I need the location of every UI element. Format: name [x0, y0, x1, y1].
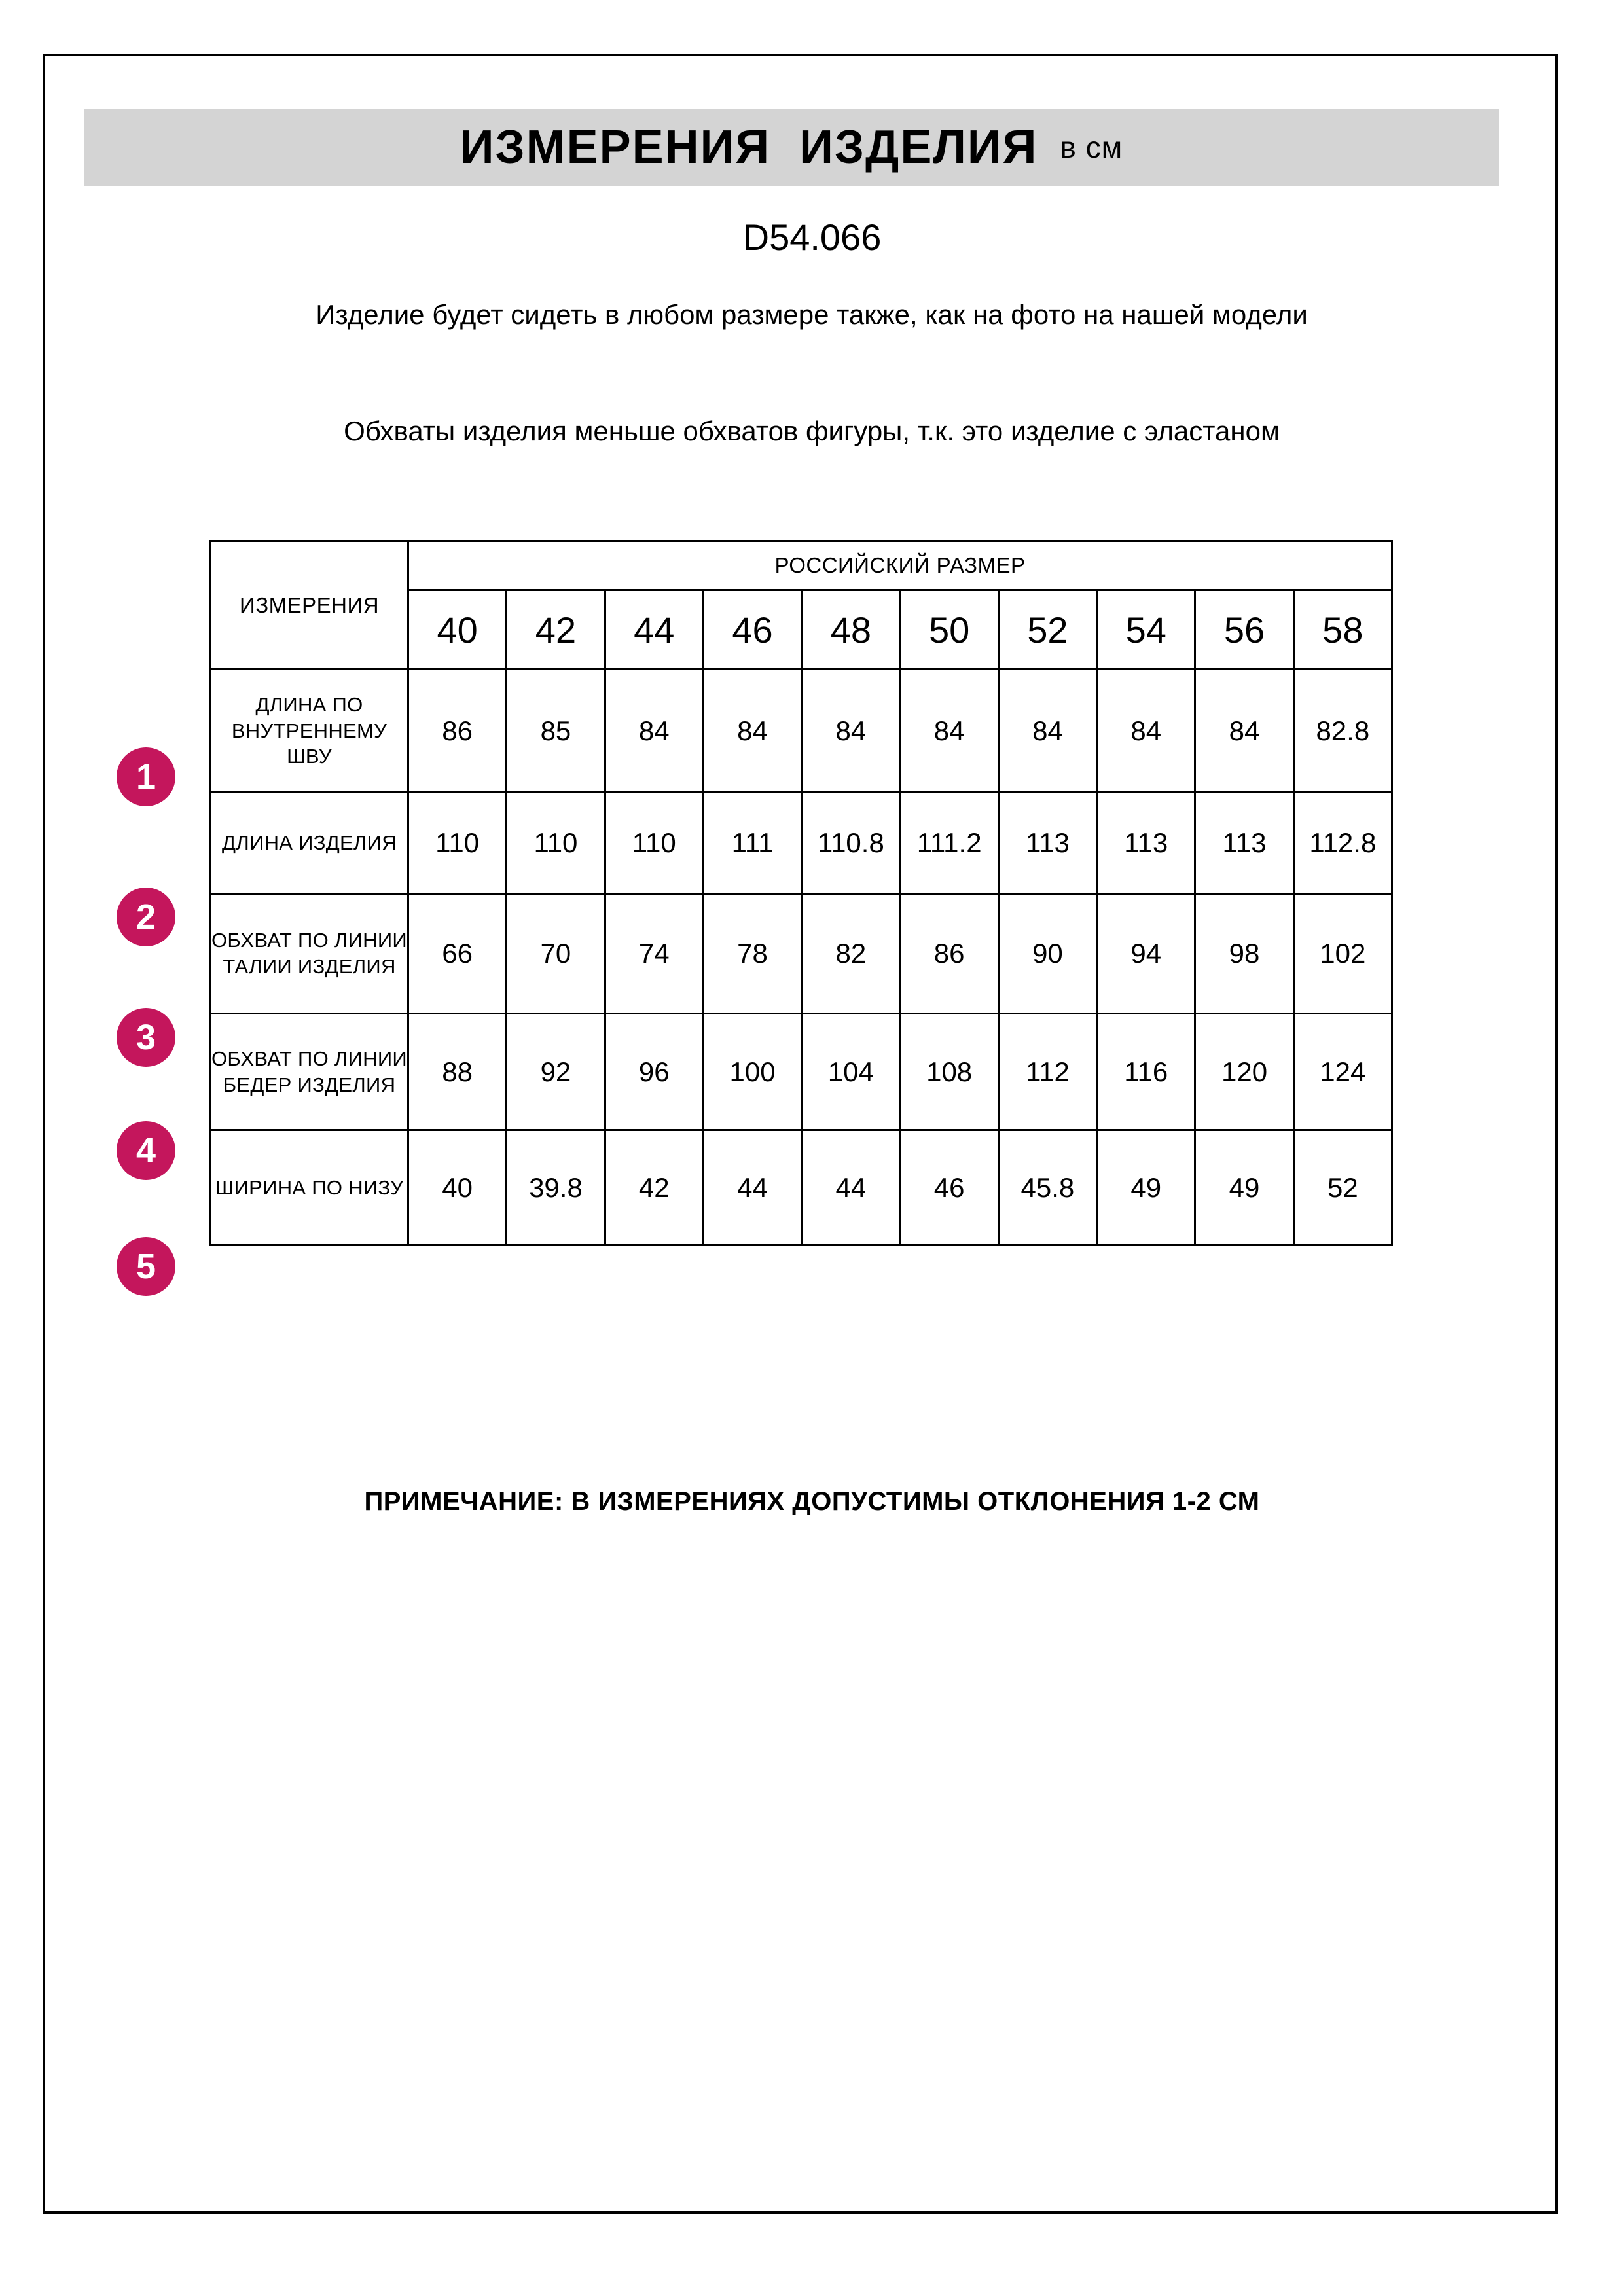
table-cell: 111.2	[900, 793, 998, 894]
table-cell: 45.8	[998, 1130, 1096, 1246]
table-cell: 112	[998, 1014, 1096, 1130]
size-header-cell: 40	[408, 590, 507, 670]
table-cell: 44	[802, 1130, 900, 1246]
size-header-cell: 44	[605, 590, 703, 670]
product-code: D54.066	[742, 217, 882, 258]
table-cell: 82.8	[1293, 670, 1392, 793]
intro-paragraph-2: Обхваты изделия меньше обхватов фигуры, т.к. это изделие с эластаном	[344, 416, 1280, 446]
table-cell: 90	[998, 894, 1096, 1014]
table-cell: 84	[1097, 670, 1195, 793]
size-header-cell: 58	[1293, 590, 1392, 670]
table-cell: 120	[1195, 1014, 1293, 1130]
row-badge-1: 1	[117, 747, 175, 806]
table-cell: 82	[802, 894, 900, 1014]
table-cell: 46	[900, 1130, 998, 1246]
table-cell: 110	[507, 793, 605, 894]
table-row	[211, 1130, 1392, 1246]
table-cell: 110	[408, 793, 507, 894]
title-band	[84, 109, 1499, 186]
size-header-cell: 42	[507, 590, 605, 670]
size-header-cell: 46	[703, 590, 801, 670]
row-label: ДЛИНА ИЗДЕЛИЯ	[211, 793, 408, 894]
table-cell: 84	[703, 670, 801, 793]
table-cell: 86	[900, 894, 998, 1014]
size-header-cell: 52	[998, 590, 1096, 670]
table-cell: 86	[408, 670, 507, 793]
table-cell: 49	[1195, 1130, 1293, 1246]
table-cell: 84	[998, 670, 1096, 793]
size-header-cell: 48	[802, 590, 900, 670]
table-cell: 94	[1097, 894, 1195, 1014]
table-cell: 102	[1293, 894, 1392, 1014]
table-row	[211, 793, 1392, 894]
table-cell: 70	[507, 894, 605, 1014]
table-cell: 42	[605, 1130, 703, 1246]
row-label: ОБХВАТ ПО ЛИНИИ БЕДЕР ИЗДЕЛИЯ	[211, 1014, 408, 1130]
row-badge-3: 3	[117, 1008, 175, 1067]
table-cell: 108	[900, 1014, 998, 1130]
table-cell: 88	[408, 1014, 507, 1130]
row-badge-4: 4	[117, 1121, 175, 1180]
table-cell: 66	[408, 894, 507, 1014]
table-cell: 110.8	[802, 793, 900, 894]
size-group-header: РОССИЙСКИЙ РАЗМЕР	[408, 541, 1392, 590]
table-cell: 110	[605, 793, 703, 894]
table-cell: 116	[1097, 1014, 1195, 1130]
table-cell: 92	[507, 1014, 605, 1130]
row-label: ОБХВАТ ПО ЛИНИИ ТАЛИИ ИЗДЕЛИЯ	[211, 894, 408, 1014]
table-cell: 44	[703, 1130, 801, 1246]
table-cell: 100	[703, 1014, 801, 1130]
table-cell: 113	[1097, 793, 1195, 894]
table-cell: 113	[998, 793, 1096, 894]
row-label: ШИРИНА ПО НИЗУ	[211, 1130, 408, 1246]
footer-note: ПРИМЕЧАНИЕ: В ИЗМЕРЕНИЯХ ДОПУСТИМЫ ОТКЛОНЕНИЯ 1-2 СМ	[364, 1487, 1260, 1516]
table-cell: 96	[605, 1014, 703, 1130]
page-title: ИЗМЕРЕНИЯ ИЗДЕЛИЯ	[460, 121, 1038, 173]
table-header-group-row	[211, 541, 1392, 590]
table-cell: 98	[1195, 894, 1293, 1014]
size-header-cell: 56	[1195, 590, 1293, 670]
table-cell: 49	[1097, 1130, 1195, 1246]
size-header-cell: 50	[900, 590, 998, 670]
measure-column-header: ИЗМЕРЕНИЯ	[211, 541, 408, 670]
table-cell: 52	[1293, 1130, 1392, 1246]
table-cell: 84	[802, 670, 900, 793]
intro-paragraph-1: Изделие будет сидеть в любом размере также, как на фото на нашей модели	[316, 299, 1308, 330]
row-badge-5: 5	[117, 1237, 175, 1296]
table-row	[211, 894, 1392, 1014]
size-chart-table	[209, 540, 1393, 1246]
table-cell: 84	[605, 670, 703, 793]
table-cell: 74	[605, 894, 703, 1014]
table-cell: 112.8	[1293, 793, 1392, 894]
row-label: ДЛИНА ПО ВНУТРЕННЕМУ ШВУ	[211, 670, 408, 793]
table-cell: 39.8	[507, 1130, 605, 1246]
table-cell: 124	[1293, 1014, 1392, 1130]
table-cell: 104	[802, 1014, 900, 1130]
table-cell: 84	[1195, 670, 1293, 793]
table-cell: 40	[408, 1130, 507, 1246]
title-unit-label: в см	[1060, 130, 1123, 164]
table-cell: 111	[703, 793, 801, 894]
table-cell: 113	[1195, 793, 1293, 894]
size-header-cell: 54	[1097, 590, 1195, 670]
row-badge-2: 2	[117, 888, 175, 946]
table-cell: 78	[703, 894, 801, 1014]
table-row	[211, 670, 1392, 793]
table-cell: 84	[900, 670, 998, 793]
table-row	[211, 1014, 1392, 1130]
table-cell: 85	[507, 670, 605, 793]
